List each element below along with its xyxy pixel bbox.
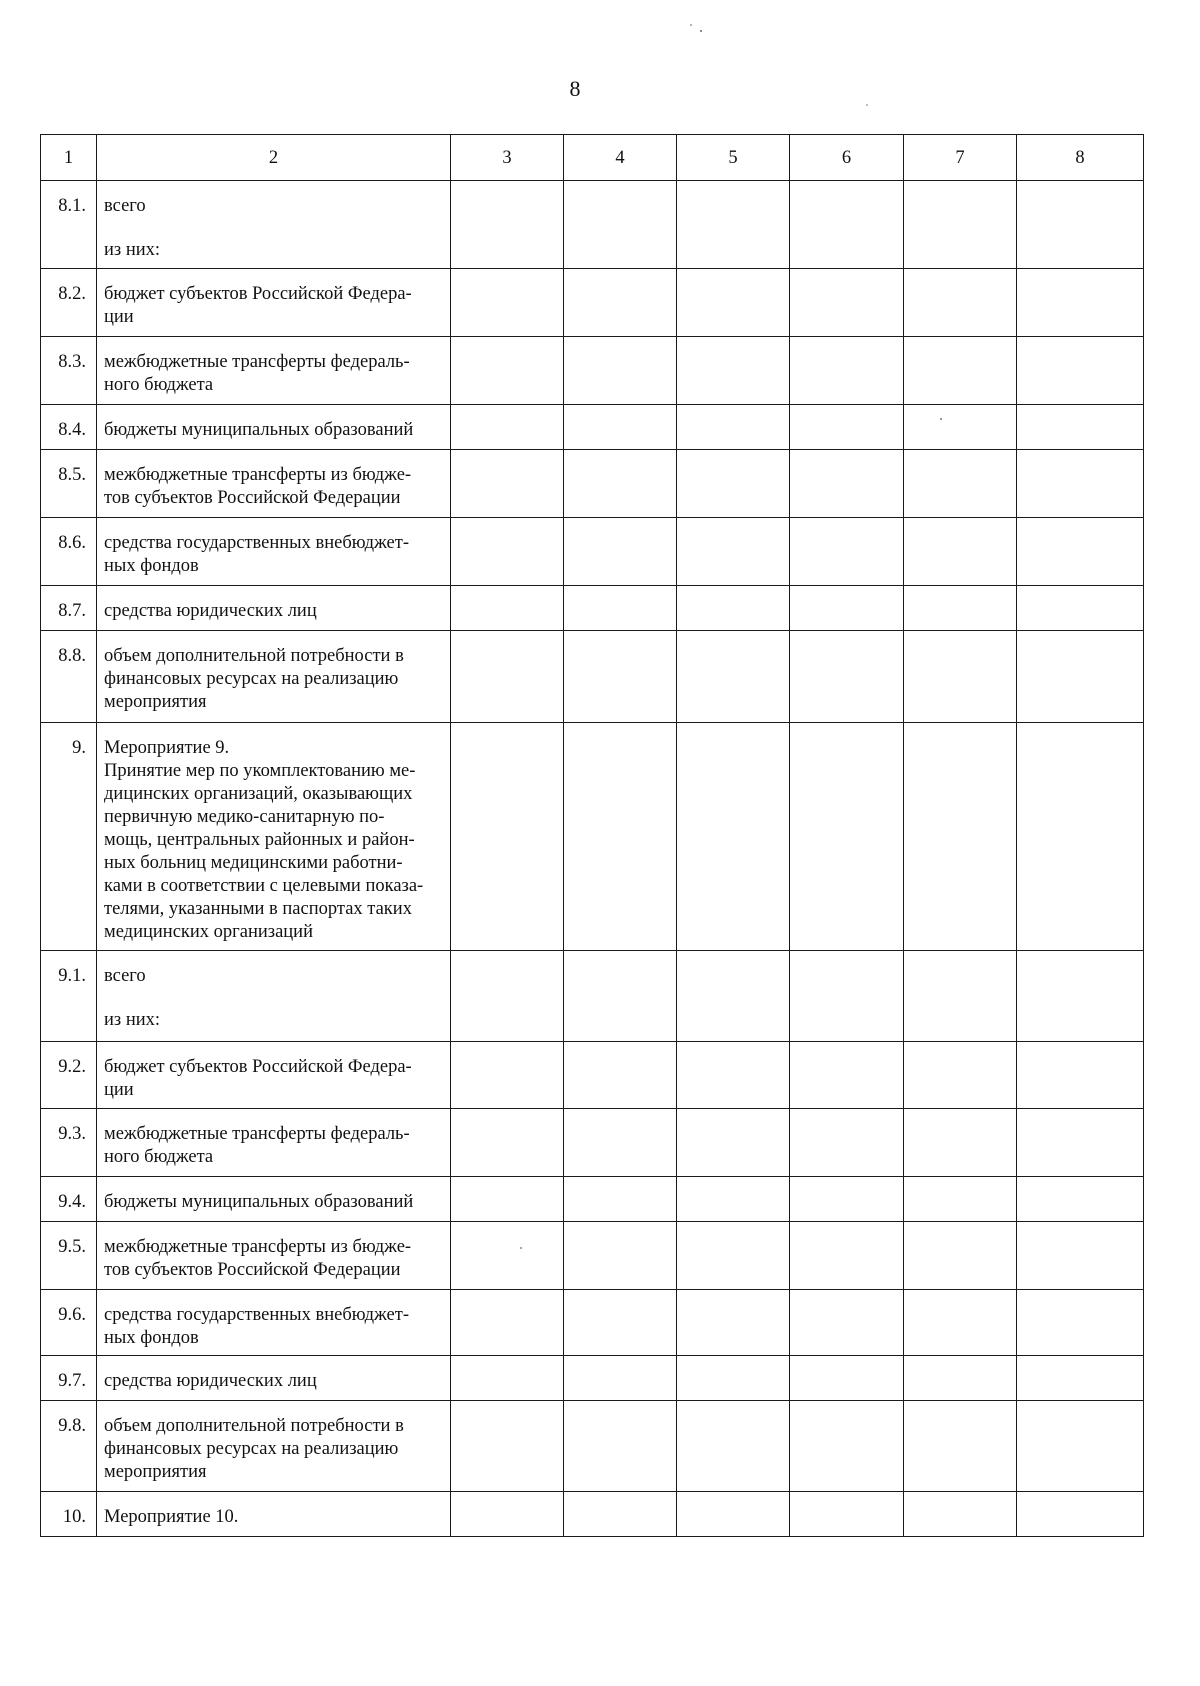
value-cell-col-3	[451, 1492, 564, 1537]
value-cell-col-7	[904, 1356, 1017, 1401]
header-cell-8: 8	[1017, 135, 1144, 181]
value-cell-col-5	[677, 337, 790, 405]
row-number: 8.2.	[41, 269, 97, 337]
row-number: 9.7.	[41, 1356, 97, 1401]
value-cell-col-5	[677, 450, 790, 518]
value-cell-col-8	[1017, 181, 1144, 269]
row-number: 9.5.	[41, 1222, 97, 1290]
value-cell-col-3	[451, 269, 564, 337]
value-cell-col-8	[1017, 951, 1144, 1042]
value-cell-col-7	[904, 405, 1017, 450]
row-description: межбюджетные трансферты из бюдже- тов субъектов Российской Федерации	[97, 450, 451, 518]
value-cell-col-4	[564, 405, 677, 450]
row-number: 9.4.	[41, 1177, 97, 1222]
header-cell-6: 6	[790, 135, 904, 181]
value-cell-col-5	[677, 1042, 790, 1109]
value-cell-col-4	[564, 1222, 677, 1290]
row-number: 8.1.	[41, 181, 97, 269]
scan-speck	[520, 1247, 522, 1249]
row-description: бюджеты муниципальных образований	[97, 1177, 451, 1222]
value-cell-col-6	[790, 269, 904, 337]
value-cell-col-4	[564, 723, 677, 951]
value-cell-col-5	[677, 269, 790, 337]
value-cell-col-8	[1017, 1222, 1144, 1290]
value-cell-col-4	[564, 337, 677, 405]
table-row	[41, 1401, 1144, 1492]
value-cell-col-6	[790, 1177, 904, 1222]
value-cell-col-8	[1017, 518, 1144, 586]
row-number: 8.3.	[41, 337, 97, 405]
table-row	[41, 181, 1144, 269]
row-description-sub: из них:	[104, 240, 161, 260]
value-cell-col-6	[790, 181, 904, 269]
value-cell-col-7	[904, 586, 1017, 631]
value-cell-col-4	[564, 181, 677, 269]
value-cell-col-3	[451, 181, 564, 269]
value-cell-col-7	[904, 723, 1017, 951]
row-number: 8.8.	[41, 631, 97, 723]
row-description: Мероприятие 10.	[97, 1492, 451, 1537]
value-cell-col-4	[564, 1109, 677, 1177]
value-cell-col-5	[677, 1356, 790, 1401]
value-cell-col-3	[451, 405, 564, 450]
row-number: 9.2.	[41, 1042, 97, 1109]
value-cell-col-4	[564, 1356, 677, 1401]
table-row	[41, 337, 1144, 405]
row-number: 8.7.	[41, 586, 97, 631]
value-cell-col-3	[451, 450, 564, 518]
row-description-main: всего	[104, 196, 146, 216]
row-number: 9.8.	[41, 1401, 97, 1492]
value-cell-col-4	[564, 1401, 677, 1492]
value-cell-col-5	[677, 405, 790, 450]
row-description: средства юридических лиц	[97, 1356, 451, 1401]
value-cell-col-3	[451, 586, 564, 631]
page-number: 8	[569, 76, 581, 101]
value-cell-col-8	[1017, 631, 1144, 723]
row-description: бюджеты муниципальных образований	[97, 405, 451, 450]
value-cell-col-4	[564, 269, 677, 337]
value-cell-col-6	[790, 1109, 904, 1177]
row-number: 10.	[41, 1492, 97, 1537]
value-cell-col-6	[790, 631, 904, 723]
row-description: объем дополнительной потребности в финансовых ресурсах на реализацию мероприятия	[97, 631, 451, 723]
row-description: бюджет субъектов Российской Федера- ции	[97, 1042, 451, 1109]
header-row	[41, 135, 1144, 181]
value-cell-col-4	[564, 1492, 677, 1537]
value-cell-col-5	[677, 1492, 790, 1537]
value-cell-col-6	[790, 518, 904, 586]
value-cell-col-8	[1017, 337, 1144, 405]
value-cell-col-8	[1017, 450, 1144, 518]
table-row	[41, 1356, 1144, 1401]
row-description: межбюджетные трансферты федераль- ного бюджета	[97, 1109, 451, 1177]
value-cell-col-8	[1017, 269, 1144, 337]
header-cell-4: 4	[564, 135, 677, 181]
value-cell-col-7	[904, 1177, 1017, 1222]
value-cell-col-4	[564, 586, 677, 631]
table-row	[41, 1290, 1144, 1356]
value-cell-col-4	[564, 1290, 677, 1356]
value-cell-col-7	[904, 1401, 1017, 1492]
value-cell-col-7	[904, 181, 1017, 269]
value-cell-col-3	[451, 631, 564, 723]
value-cell-col-8	[1017, 1109, 1144, 1177]
row-description: средства юридических лиц	[97, 586, 451, 631]
row-number: 9.	[41, 723, 97, 951]
row-description	[97, 951, 451, 1042]
value-cell-col-6	[790, 1290, 904, 1356]
value-cell-col-3	[451, 723, 564, 951]
table-row	[41, 1177, 1144, 1222]
table-row	[41, 518, 1144, 586]
value-cell-col-3	[451, 1177, 564, 1222]
value-cell-col-8	[1017, 586, 1144, 631]
table-row	[41, 1042, 1144, 1109]
value-cell-col-7	[904, 337, 1017, 405]
value-cell-col-7	[904, 1109, 1017, 1177]
value-cell-col-8	[1017, 1290, 1144, 1356]
value-cell-col-6	[790, 951, 904, 1042]
value-cell-col-4	[564, 450, 677, 518]
value-cell-col-6	[790, 723, 904, 951]
row-description: средства государственных внебюджет- ных фондов	[97, 1290, 451, 1356]
header-cell-1: 1	[41, 135, 97, 181]
row-description-main: всего	[104, 966, 146, 986]
value-cell-col-5	[677, 723, 790, 951]
value-cell-col-4	[564, 631, 677, 723]
value-cell-col-7	[904, 450, 1017, 518]
value-cell-col-3	[451, 1222, 564, 1290]
scan-speck	[940, 418, 942, 420]
row-number: 8.5.	[41, 450, 97, 518]
scan-speck	[700, 30, 702, 32]
table-body	[41, 181, 1144, 1537]
value-cell-col-6	[790, 1356, 904, 1401]
table-row	[41, 1109, 1144, 1177]
value-cell-col-7	[904, 951, 1017, 1042]
value-cell-col-5	[677, 1177, 790, 1222]
value-cell-col-6	[790, 405, 904, 450]
scan-speck	[866, 104, 868, 106]
row-number: 9.1.	[41, 951, 97, 1042]
table-row	[41, 586, 1144, 631]
table-row	[41, 405, 1144, 450]
value-cell-col-8	[1017, 1492, 1144, 1537]
scan-speck	[690, 24, 692, 26]
value-cell-col-6	[790, 1401, 904, 1492]
value-cell-col-7	[904, 1492, 1017, 1537]
value-cell-col-3	[451, 1356, 564, 1401]
table-row	[41, 1222, 1144, 1290]
row-description	[97, 181, 451, 269]
value-cell-col-5	[677, 518, 790, 586]
value-cell-col-5	[677, 586, 790, 631]
value-cell-col-4	[564, 951, 677, 1042]
value-cell-col-7	[904, 631, 1017, 723]
value-cell-col-5	[677, 1222, 790, 1290]
value-cell-col-7	[904, 1222, 1017, 1290]
value-cell-col-6	[790, 450, 904, 518]
row-number: 9.6.	[41, 1290, 97, 1356]
row-description: межбюджетные трансферты из бюдже- тов субъектов Российской Федерации	[97, 1222, 451, 1290]
row-description-sub: из них:	[104, 1010, 161, 1030]
header-cell-7: 7	[904, 135, 1017, 181]
value-cell-col-8	[1017, 1401, 1144, 1492]
value-cell-col-7	[904, 1290, 1017, 1356]
row-number: 8.6.	[41, 518, 97, 586]
row-description: средства государственных внебюджет- ных фондов	[97, 518, 451, 586]
table-row	[41, 1492, 1144, 1537]
value-cell-col-4	[564, 1042, 677, 1109]
value-cell-col-8	[1017, 1356, 1144, 1401]
header-cell-5: 5	[677, 135, 790, 181]
value-cell-col-5	[677, 181, 790, 269]
value-cell-col-8	[1017, 723, 1144, 951]
header-cell-2: 2	[97, 135, 451, 181]
value-cell-col-4	[564, 518, 677, 586]
table-row	[41, 269, 1144, 337]
budget-table	[40, 134, 1144, 1537]
value-cell-col-7	[904, 1042, 1017, 1109]
value-cell-col-5	[677, 1290, 790, 1356]
row-description: межбюджетные трансферты федераль- ного бюджета	[97, 337, 451, 405]
value-cell-col-6	[790, 1222, 904, 1290]
value-cell-col-4	[564, 1177, 677, 1222]
row-description: объем дополнительной потребности в финансовых ресурсах на реализацию мероприятия	[97, 1401, 451, 1492]
value-cell-col-5	[677, 1401, 790, 1492]
table-row	[41, 723, 1144, 951]
table-row	[41, 631, 1144, 723]
value-cell-col-3	[451, 1042, 564, 1109]
value-cell-col-3	[451, 518, 564, 586]
value-cell-col-5	[677, 631, 790, 723]
value-cell-col-6	[790, 337, 904, 405]
value-cell-col-5	[677, 951, 790, 1042]
value-cell-col-3	[451, 1401, 564, 1492]
value-cell-col-8	[1017, 405, 1144, 450]
value-cell-col-3	[451, 1290, 564, 1356]
value-cell-col-8	[1017, 1042, 1144, 1109]
value-cell-col-7	[904, 518, 1017, 586]
value-cell-col-3	[451, 337, 564, 405]
row-number: 9.3.	[41, 1109, 97, 1177]
value-cell-col-7	[904, 269, 1017, 337]
value-cell-col-6	[790, 586, 904, 631]
value-cell-col-6	[790, 1042, 904, 1109]
value-cell-col-3	[451, 1109, 564, 1177]
table-row	[41, 450, 1144, 518]
value-cell-col-5	[677, 1109, 790, 1177]
row-number: 8.4.	[41, 405, 97, 450]
row-description: бюджет субъектов Российской Федера- ции	[97, 269, 451, 337]
value-cell-col-8	[1017, 1177, 1144, 1222]
value-cell-col-3	[451, 951, 564, 1042]
table-row	[41, 951, 1144, 1042]
value-cell-col-6	[790, 1492, 904, 1537]
row-description: Мероприятие 9. Принятие мер по укомплектованию ме- дицинских организаций, оказывающих первичную медико-санитарную по- мощь, центральных районных и район- ных больниц медицинскими работни- ками в соответствии с целевыми показа- телями, указанными в паспортах таких медицинских организаций	[97, 723, 451, 951]
header-cell-3: 3	[451, 135, 564, 181]
